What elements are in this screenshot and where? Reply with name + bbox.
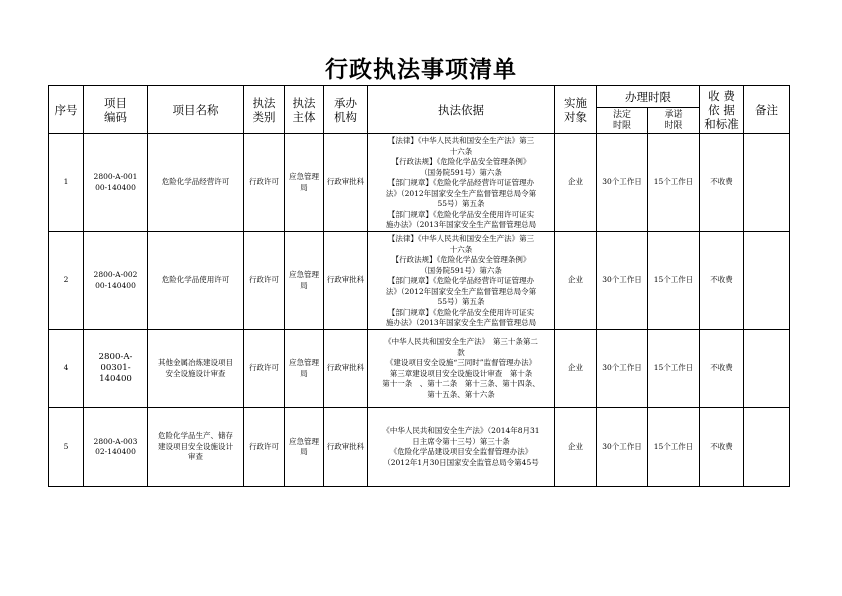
cell-agency: 行政审批科 (324, 134, 368, 232)
table-row (49, 408, 790, 487)
cell-subject-line: 局 (300, 182, 308, 192)
basis-line: 法》（2012年国家安全生产监督管理总局令第 (385, 188, 537, 198)
basis-line: （国务院591号）第六条 (420, 167, 502, 177)
cell-name-line: 安全设施设计审查 (165, 368, 226, 378)
header-legal-limit (597, 108, 648, 134)
basis-line: 《危险化学品建设项目安全监督管理办法》 (389, 447, 533, 456)
basis-line: 《建设项目安全设施“三同时”监督管理办法》 (385, 358, 537, 367)
basis-line: （国务院591号）第六条 (420, 265, 502, 275)
cell-target: 企业 (555, 330, 597, 408)
header-subject (285, 86, 324, 134)
header-fee (700, 86, 744, 134)
cell-promised-limit: 15个工作日 (648, 330, 700, 408)
cell-remark (744, 330, 790, 408)
cell-name: 危险化学品经营许可 (148, 134, 244, 232)
cell-basis (368, 232, 555, 330)
cell-name-line: 建设项目安全设施设计 (158, 441, 233, 451)
basis-line: 第十五条、第十六条 (427, 389, 495, 399)
cell-name-line: 其他金属冶炼建设项目 (158, 358, 233, 367)
header-legal-limit-line: 时限 (612, 120, 631, 131)
cell-code-line: 2800-A-00301- (98, 352, 133, 373)
cell-code-line: 02-140400 (95, 447, 136, 456)
header-category-line: 执法 (252, 95, 276, 110)
header-fee-line: 收 费 (708, 88, 735, 103)
basis-line: 《中华人民共和国安全生产法》（2014年8月31 (382, 426, 540, 435)
cell-legal-limit: 30个工作日 (597, 134, 648, 232)
cell-subject-line: 应急管理 (289, 436, 319, 446)
basis-line: 【部门规章】《危险化学品经营许可证管理办 (387, 276, 535, 285)
cell-category: 行政许可 (244, 134, 285, 232)
basis-line: 55号）第五条 (437, 199, 485, 208)
cell-remark (744, 134, 790, 232)
cell-fee: 不收费 (700, 232, 744, 330)
page-title: 行政执法事项清单 (325, 56, 517, 83)
cell-code-line: 2800-A-001 (93, 172, 138, 181)
header-fee-line: 和标准 (704, 116, 739, 131)
basis-line: 【部门规章】《危险化学品安全使用许可证实 (387, 307, 535, 317)
cell-name-line: 审查 (188, 452, 203, 462)
header-code (84, 86, 148, 134)
table-row (49, 134, 790, 232)
cell-category: 行政许可 (244, 408, 285, 487)
cell-subject-line: 局 (300, 447, 308, 456)
cell-name (148, 408, 244, 487)
cell-code (84, 134, 148, 232)
cell-code-line: 00-140400 (95, 182, 136, 192)
basis-line: 【部门规章】《危险化学品安全使用许可证实 (387, 209, 535, 219)
header-fee-line: 依 据 (708, 102, 735, 117)
header-basis: 执法依据 (368, 86, 555, 134)
header-seq: 序号 (49, 86, 84, 134)
cell-subject (285, 134, 324, 232)
cell-seq: 2 (49, 232, 84, 330)
cell-remark (744, 408, 790, 487)
cell-name: 危险化学品使用许可 (148, 232, 244, 330)
cell-subject-line: 应急管理 (289, 270, 319, 279)
basis-line: 【部门规章】《危险化学品经营许可证管理办 (387, 178, 535, 187)
cell-subject (285, 232, 324, 330)
header-remark: 备注 (744, 86, 790, 134)
cell-agency: 行政审批科 (324, 330, 368, 408)
cell-code-line: 140400 (99, 374, 132, 384)
cell-seq: 4 (49, 330, 84, 408)
cell-agency: 行政审批科 (324, 408, 368, 487)
cell-fee: 不收费 (700, 330, 744, 408)
basis-line: 【法律】《中华人民共和国安全生产法》第三 (387, 136, 535, 145)
cell-target: 企业 (555, 408, 597, 487)
cell-promised-limit: 15个工作日 (648, 408, 700, 487)
basis-line: 款 (457, 347, 465, 357)
cell-subject-line: 局 (300, 368, 308, 378)
basis-line: 【法律】《中华人民共和国安全生产法》第三 (387, 234, 535, 243)
header-category (244, 86, 285, 134)
cell-code (84, 408, 148, 487)
cell-subject (285, 330, 324, 408)
cell-remark (744, 232, 790, 330)
cell-code-line: 2800-A-003 (93, 436, 138, 446)
cell-legal-limit: 30个工作日 (597, 330, 648, 408)
cell-basis (368, 408, 555, 487)
basis-line: 【行政法规】《危险化学品安全管理条例》 (391, 157, 531, 166)
cell-fee: 不收费 (700, 408, 744, 487)
cell-promised-limit: 15个工作日 (648, 232, 700, 330)
cell-subject-line: 局 (300, 280, 308, 290)
header-promised-limit-line: 承诺 (664, 109, 683, 120)
basis-line: 日主席令第十三号）第三十条 (412, 436, 510, 446)
table-row (49, 232, 790, 330)
basis-line: （2012年1月30日国家安全监管总局令第45号 (383, 457, 539, 467)
header-code-line: 编码 (104, 109, 127, 124)
header-subject-line: 执法 (292, 95, 316, 110)
basis-line: 第十一条 、第十二条 第十三条、第十四条、 (382, 379, 540, 388)
header-target-line: 实施 (564, 95, 587, 110)
cell-basis (368, 330, 555, 408)
header-legal-limit-line: 法定 (612, 109, 631, 120)
header-agency-line: 承办 (334, 95, 357, 110)
cell-basis (368, 134, 555, 232)
header-target-line: 对象 (564, 109, 587, 124)
header-promised-limit (648, 108, 700, 134)
cell-fee: 不收费 (700, 134, 744, 232)
cell-category: 行政许可 (244, 232, 285, 330)
cell-code-line: 2800-A-002 (93, 270, 138, 279)
header-name: 项目名称 (148, 86, 244, 134)
cell-name-line: 危险化学品生产、储存 (158, 431, 233, 441)
header-time-limit: 办理时限 (597, 86, 700, 108)
cell-subject-line: 应急管理 (289, 172, 319, 181)
header-agency (324, 86, 368, 134)
table-row (49, 330, 790, 408)
basis-line: 55号）第五条 (437, 297, 485, 306)
basis-line: 法》（2012年国家安全生产监督管理总局令第 (385, 286, 537, 296)
cell-name (148, 330, 244, 408)
basis-line: 【行政法规】《危险化学品安全管理条例》 (391, 255, 531, 264)
header-agency-line: 机构 (334, 109, 357, 124)
basis-line: 《中华人民共和国安全生产法》 第三十条第二 (384, 337, 538, 346)
cell-code (84, 330, 148, 408)
header-category-line: 类别 (252, 109, 276, 124)
cell-legal-limit: 30个工作日 (597, 232, 648, 330)
cell-subject (285, 408, 324, 487)
cell-promised-limit: 15个工作日 (648, 134, 700, 232)
cell-code-line: 00-140400 (95, 280, 136, 290)
cell-category: 行政许可 (244, 330, 285, 408)
cell-target: 企业 (555, 232, 597, 330)
basis-line: 十六条 (449, 244, 473, 254)
header-promised-limit-line: 时限 (664, 120, 683, 131)
cell-subject-line: 应急管理 (289, 358, 319, 367)
cell-code (84, 232, 148, 330)
basis-line: 第三章建设项目安全设施设计审查 第十条 (389, 368, 533, 378)
cell-seq: 5 (49, 408, 84, 487)
cell-agency: 行政审批科 (324, 232, 368, 330)
header-subject-line: 主体 (292, 109, 316, 124)
cell-legal-limit: 30个工作日 (597, 408, 648, 487)
cell-target: 企业 (555, 134, 597, 232)
header-code-line: 项目 (104, 95, 127, 110)
enforcement-items-table (48, 85, 790, 487)
header-target (555, 86, 597, 134)
basis-line: 施办法》（2013年国家安全生产监督管理总局 (385, 318, 537, 327)
basis-line: 十六条 (449, 146, 473, 156)
cell-seq: 1 (49, 134, 84, 232)
basis-line: 施办法》（2013年国家安全生产监督管理总局 (385, 220, 537, 229)
